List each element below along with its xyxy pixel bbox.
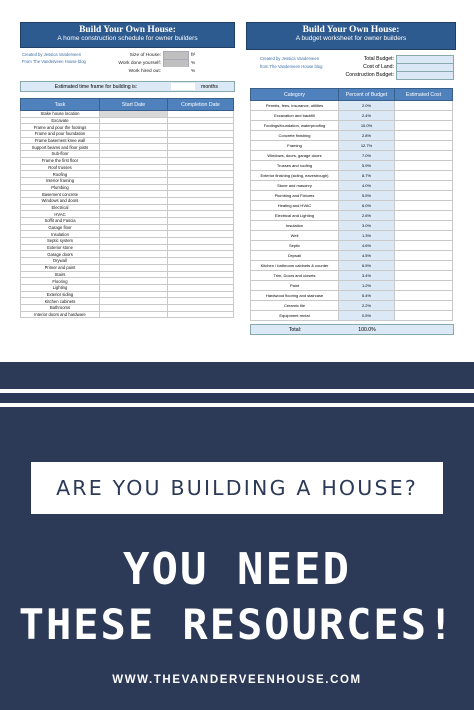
task-name: Roof trusses (21, 164, 100, 171)
task-name: Interior framing (21, 177, 100, 184)
percent-cell[interactable]: 0.5% (339, 311, 395, 321)
task-name: Roofing (21, 171, 100, 178)
task-name: Interior doors and hardware (21, 311, 100, 318)
column-header-task: Task (21, 99, 100, 111)
estimated-cost-cell[interactable] (395, 211, 453, 221)
estimated-cost-cell[interactable] (395, 281, 453, 291)
start-date-cell[interactable] (100, 284, 168, 291)
table-row (21, 224, 234, 231)
category-name: Heating and HVAC (251, 201, 339, 211)
start-date-cell[interactable] (100, 251, 168, 258)
table-row (251, 151, 453, 161)
start-date-cell[interactable] (100, 211, 168, 218)
percent-cell[interactable]: 5.9% (339, 161, 395, 171)
percent-cell[interactable]: 8.7% (339, 171, 395, 181)
task-name: Frame basement knee wall (21, 137, 100, 144)
schedule-header-row (21, 99, 234, 111)
table-row (21, 284, 234, 291)
estimated-cost-cell[interactable] (395, 231, 453, 241)
percent-cell[interactable]: 4.0% (339, 181, 395, 191)
table-row (251, 111, 453, 121)
field-label: Total Budget: (363, 56, 394, 62)
table-row (21, 258, 234, 265)
table-row (251, 161, 453, 171)
category-name: Stone and masonry (251, 181, 339, 191)
column-header-start-date: Start Date (100, 99, 168, 111)
estimated-cost-cell[interactable] (395, 181, 453, 191)
table-row (251, 121, 453, 131)
completion-date-cell[interactable] (168, 304, 234, 311)
task-name: Garage floor (21, 224, 100, 231)
table-row (21, 238, 234, 245)
start-date-cell[interactable] (100, 204, 168, 211)
column-header-estimated-cost: Estimated Cost (395, 89, 453, 101)
budget-table (250, 88, 453, 321)
category-name: Hardwood flooring and staircase (251, 291, 339, 301)
field-label: Construction Budget: (345, 72, 394, 78)
category-name: Exterior finishing (siding, eavestrough) (251, 171, 339, 181)
start-date-cell[interactable] (100, 157, 168, 164)
table-row (251, 291, 453, 301)
table-row (251, 261, 453, 271)
budget-from-blog: from The Vanderveen House blog (260, 64, 323, 69)
construction-budget-input[interactable] (396, 71, 454, 80)
question-text: ARE YOU BUILDING A HOUSE? (56, 476, 418, 500)
budget-subtitle: A budget worksheet for owner builders (295, 35, 407, 42)
budget-created-by: Created by Jessica Vanderveen (260, 56, 320, 61)
budget-total-row (250, 324, 454, 335)
field-unit: % (191, 61, 196, 66)
category-name: Footings/foundation, waterproofing (251, 121, 339, 131)
table-row (251, 191, 453, 201)
completion-date-cell[interactable] (168, 144, 234, 151)
task-name: Frame and pour the footings (21, 124, 100, 131)
completion-date-cell[interactable] (168, 244, 234, 251)
percent-cell[interactable]: 7.0% (339, 151, 395, 161)
percent-cell[interactable]: 6.5% (339, 261, 395, 271)
table-row (21, 171, 234, 178)
table-row (251, 231, 453, 241)
completion-date-cell[interactable] (168, 271, 234, 278)
table-row (21, 211, 234, 218)
banner-stripe (0, 389, 474, 393)
schedule-created-by: Created by Jessica Vanderveen (22, 52, 82, 57)
percent-cell[interactable]: 2.6% (339, 211, 395, 221)
estimated-cost-cell[interactable] (395, 171, 453, 181)
start-date-cell[interactable] (100, 171, 168, 178)
completion-date-cell[interactable] (168, 137, 234, 144)
estimated-cost-cell[interactable] (395, 201, 453, 211)
completion-date-cell[interactable] (168, 258, 234, 265)
percent-cell[interactable]: 2.2% (339, 301, 395, 311)
task-name: Soffit and Fascia (21, 218, 100, 225)
percent-cell[interactable]: 1.2% (339, 281, 395, 291)
field-label: Work hired out: (128, 69, 161, 74)
category-name: Kitchen / bathroom cabinets & counter (251, 261, 339, 271)
start-date-cell[interactable] (100, 124, 168, 131)
start-date-cell[interactable] (100, 144, 168, 151)
task-name: Support beams and floor joists (21, 144, 100, 151)
completion-date-cell[interactable] (168, 298, 234, 305)
completion-date-cell[interactable] (168, 311, 234, 318)
field-construction-budget (344, 71, 454, 79)
table-row (251, 131, 453, 141)
start-date-cell[interactable] (100, 244, 168, 251)
banner-stripe (0, 403, 474, 407)
task-name: Excavate (21, 117, 100, 124)
schedule-title: Build Your Own House: (79, 25, 176, 35)
completion-date-cell[interactable] (168, 197, 234, 204)
percent-cell[interactable]: 10.0% (339, 121, 395, 131)
schedule-subtitle: A home construction schedule for owner builders (57, 35, 198, 42)
table-row (21, 291, 234, 298)
start-date-cell[interactable] (100, 258, 168, 265)
category-name: Equipment rental (251, 311, 339, 321)
field-label: Cost of Land: (363, 64, 394, 70)
table-row (251, 251, 453, 261)
start-date-cell[interactable] (100, 291, 168, 298)
completion-date-cell[interactable] (168, 278, 234, 285)
start-date-cell[interactable] (100, 271, 168, 278)
start-date-cell[interactable] (100, 298, 168, 305)
start-date-cell[interactable] (100, 218, 168, 225)
completion-date-cell[interactable] (168, 164, 234, 171)
percent-cell[interactable]: 3.4% (339, 271, 395, 281)
task-name: Primer and paint (21, 264, 100, 271)
estimated-cost-cell[interactable] (395, 291, 453, 301)
completion-date-cell[interactable] (168, 284, 234, 291)
table-row (21, 157, 234, 164)
field-label: Work done yourself: (118, 61, 161, 66)
task-name: Plumbing (21, 184, 100, 191)
start-date-cell[interactable] (100, 117, 168, 124)
percent-cell[interactable]: 2.0% (339, 101, 395, 111)
category-name: Septic (251, 241, 339, 251)
completion-date-cell[interactable] (168, 151, 234, 158)
start-date-cell[interactable] (100, 137, 168, 144)
start-date-cell[interactable] (100, 111, 168, 118)
estimated-cost-cell[interactable] (395, 101, 453, 111)
percent-cell[interactable]: 5.5% (339, 191, 395, 201)
completion-date-cell[interactable] (168, 117, 234, 124)
category-name: Drywall (251, 251, 339, 261)
field-unit: ft² (191, 53, 196, 58)
start-date-cell[interactable] (100, 131, 168, 138)
task-name: Stake house location (21, 111, 100, 118)
completion-date-cell[interactable] (168, 238, 234, 245)
category-name: Framing (251, 141, 339, 151)
completion-date-cell[interactable] (168, 157, 234, 164)
estimated-cost-cell[interactable] (395, 241, 453, 251)
category-name: Excavation and backfill (251, 111, 339, 121)
table-row (21, 131, 234, 138)
budget-fields (344, 55, 454, 79)
task-name: Lighting (21, 284, 100, 291)
table-row (21, 191, 234, 198)
table-row (21, 164, 234, 171)
category-name: Permits, fees, insurance, utilities (251, 101, 339, 111)
completion-date-cell[interactable] (168, 264, 234, 271)
estimated-cost-cell[interactable] (395, 221, 453, 231)
table-row (21, 204, 234, 211)
table-row (21, 271, 234, 278)
table-row (21, 218, 234, 225)
start-date-cell[interactable] (100, 278, 168, 285)
total-label: Total: (288, 326, 302, 333)
budget-header-row (251, 89, 453, 101)
category-name: Electrical and Lighting (251, 211, 339, 221)
task-name: Frame and pour foundation (21, 131, 100, 138)
estimated-cost-cell[interactable] (395, 191, 453, 201)
timeframe-unit: months (201, 83, 219, 90)
completion-date-cell[interactable] (168, 218, 234, 225)
task-name: Bathrooms (21, 304, 100, 311)
table-row (251, 271, 453, 281)
total-value: 100.0% (358, 326, 376, 333)
start-date-cell[interactable] (100, 184, 168, 191)
start-date-cell[interactable] (100, 177, 168, 184)
field-label: Size of House: (129, 53, 161, 58)
schedule-title-box (20, 22, 235, 48)
table-row (21, 311, 234, 318)
estimated-cost-cell[interactable] (395, 111, 453, 121)
percent-cell[interactable]: 3.0% (339, 221, 395, 231)
table-row (21, 278, 234, 285)
site-url[interactable]: WWW.THEVANDERVEENHOUSE.COM (112, 674, 362, 686)
task-name: Kitchen cabinets (21, 298, 100, 305)
start-date-cell[interactable] (100, 224, 168, 231)
table-row (21, 298, 234, 305)
timeframe-label: Estimated time frame for building is: (54, 83, 138, 90)
task-name: Frame the first floor (21, 157, 100, 164)
task-name: Sub-floor (21, 151, 100, 158)
table-row (21, 117, 234, 124)
completion-date-cell[interactable] (168, 204, 234, 211)
task-name: Exterior stone (21, 244, 100, 251)
percent-cell[interactable]: 4.6% (339, 241, 395, 251)
percent-cell[interactable]: 12.7% (339, 141, 395, 151)
completion-date-cell[interactable] (168, 131, 234, 138)
estimated-cost-cell[interactable] (395, 251, 453, 261)
table-row (251, 141, 453, 151)
completion-date-cell[interactable] (168, 291, 234, 298)
task-name: Drywall (21, 258, 100, 265)
table-row (251, 201, 453, 211)
table-row (251, 211, 453, 221)
table-row (251, 241, 453, 251)
percent-cell[interactable]: 6.0% (339, 201, 395, 211)
estimated-cost-cell[interactable] (395, 121, 453, 131)
headline-line-2: THESE RESOURCES! (18, 600, 456, 649)
category-name: Ceramic tile (251, 301, 339, 311)
estimated-cost-cell[interactable] (395, 271, 453, 281)
table-row (21, 151, 234, 158)
task-name: Insulation (21, 231, 100, 238)
banner-panel (0, 362, 474, 710)
estimated-cost-cell[interactable] (395, 301, 453, 311)
category-name: Trim, Doors and closets (251, 271, 339, 281)
completion-date-cell[interactable] (168, 191, 234, 198)
budget-worksheet (244, 18, 456, 343)
budget-title-box (246, 22, 456, 50)
completion-date-cell[interactable] (168, 231, 234, 238)
column-header-category: Category (251, 89, 339, 101)
completion-date-cell[interactable] (168, 251, 234, 258)
estimated-cost-cell[interactable] (395, 311, 453, 321)
completion-date-cell[interactable] (168, 184, 234, 191)
table-row (251, 281, 453, 291)
table-row (21, 177, 234, 184)
table-row (21, 197, 234, 204)
category-name: Plumbing and Fixtures (251, 191, 339, 201)
start-date-cell[interactable] (100, 164, 168, 171)
task-name: Stairs (21, 271, 100, 278)
task-name: HVAC (21, 211, 100, 218)
table-row (251, 221, 453, 231)
category-name: Insulation (251, 221, 339, 231)
task-name: Exterior siding (21, 291, 100, 298)
task-name: Garage doors (21, 251, 100, 258)
table-row (21, 251, 234, 258)
percent-cell[interactable]: 2.8% (339, 131, 395, 141)
category-name: Trusses and roofing (251, 161, 339, 171)
completion-date-cell[interactable] (168, 177, 234, 184)
percent-cell[interactable]: 1.3% (339, 231, 395, 241)
timeframe-row (20, 81, 235, 92)
start-date-cell[interactable] (100, 197, 168, 204)
completion-date-cell[interactable] (168, 171, 234, 178)
table-row (21, 231, 234, 238)
start-date-cell[interactable] (100, 191, 168, 198)
schedule-worksheet (18, 18, 237, 343)
task-name: Septic system (21, 238, 100, 245)
task-name: Basement concrete (21, 191, 100, 198)
timeframe-input[interactable] (171, 83, 195, 90)
percent-cell[interactable]: 4.5% (339, 251, 395, 261)
category-name: Windows, doors, garage doors (251, 151, 339, 161)
table-row (251, 101, 453, 111)
task-name: Flooring (21, 278, 100, 285)
task-name: Windows and doors (21, 197, 100, 204)
headline-line-1: YOU NEED (123, 544, 351, 595)
field-work-hired-out (106, 67, 201, 76)
start-date-cell[interactable] (100, 151, 168, 158)
percent-cell[interactable]: 5.4% (339, 291, 395, 301)
table-row (21, 124, 234, 131)
category-name: Well (251, 231, 339, 241)
category-name: Paint (251, 281, 339, 291)
start-date-cell[interactable] (100, 264, 168, 271)
completion-date-cell[interactable] (168, 111, 234, 118)
schedule-from-blog: From The Vanderveen House blog (22, 59, 86, 64)
table-row (21, 264, 234, 271)
table-row (21, 137, 234, 144)
work-hired-input[interactable] (163, 67, 189, 76)
question-box (31, 462, 443, 514)
category-name: Concrete finishing (251, 131, 339, 141)
table-row (251, 301, 453, 311)
completion-date-cell[interactable] (168, 224, 234, 231)
column-header-completion-date: Completion Date (168, 99, 234, 111)
field-unit: % (191, 69, 196, 74)
percent-cell[interactable]: 2.4% (339, 111, 395, 121)
schedule-table (20, 98, 234, 318)
table-row (21, 144, 234, 151)
completion-date-cell[interactable] (168, 211, 234, 218)
estimated-cost-cell[interactable] (395, 151, 453, 161)
estimated-cost-cell[interactable] (395, 161, 453, 171)
budget-title: Build Your Own House: (302, 25, 400, 35)
estimated-cost-cell[interactable] (395, 141, 453, 151)
start-date-cell[interactable] (100, 304, 168, 311)
start-date-cell[interactable] (100, 231, 168, 238)
completion-date-cell[interactable] (168, 124, 234, 131)
start-date-cell[interactable] (100, 311, 168, 318)
start-date-cell[interactable] (100, 238, 168, 245)
column-header-percent: Percent of Budget (339, 89, 395, 101)
task-name: Electrical (21, 204, 100, 211)
estimated-cost-cell[interactable] (395, 261, 453, 271)
estimated-cost-cell[interactable] (395, 131, 453, 141)
table-row (21, 111, 234, 118)
table-row (251, 181, 453, 191)
table-row (251, 171, 453, 181)
table-row (21, 184, 234, 191)
table-row (21, 304, 234, 311)
table-row (251, 311, 453, 321)
table-row (21, 244, 234, 251)
